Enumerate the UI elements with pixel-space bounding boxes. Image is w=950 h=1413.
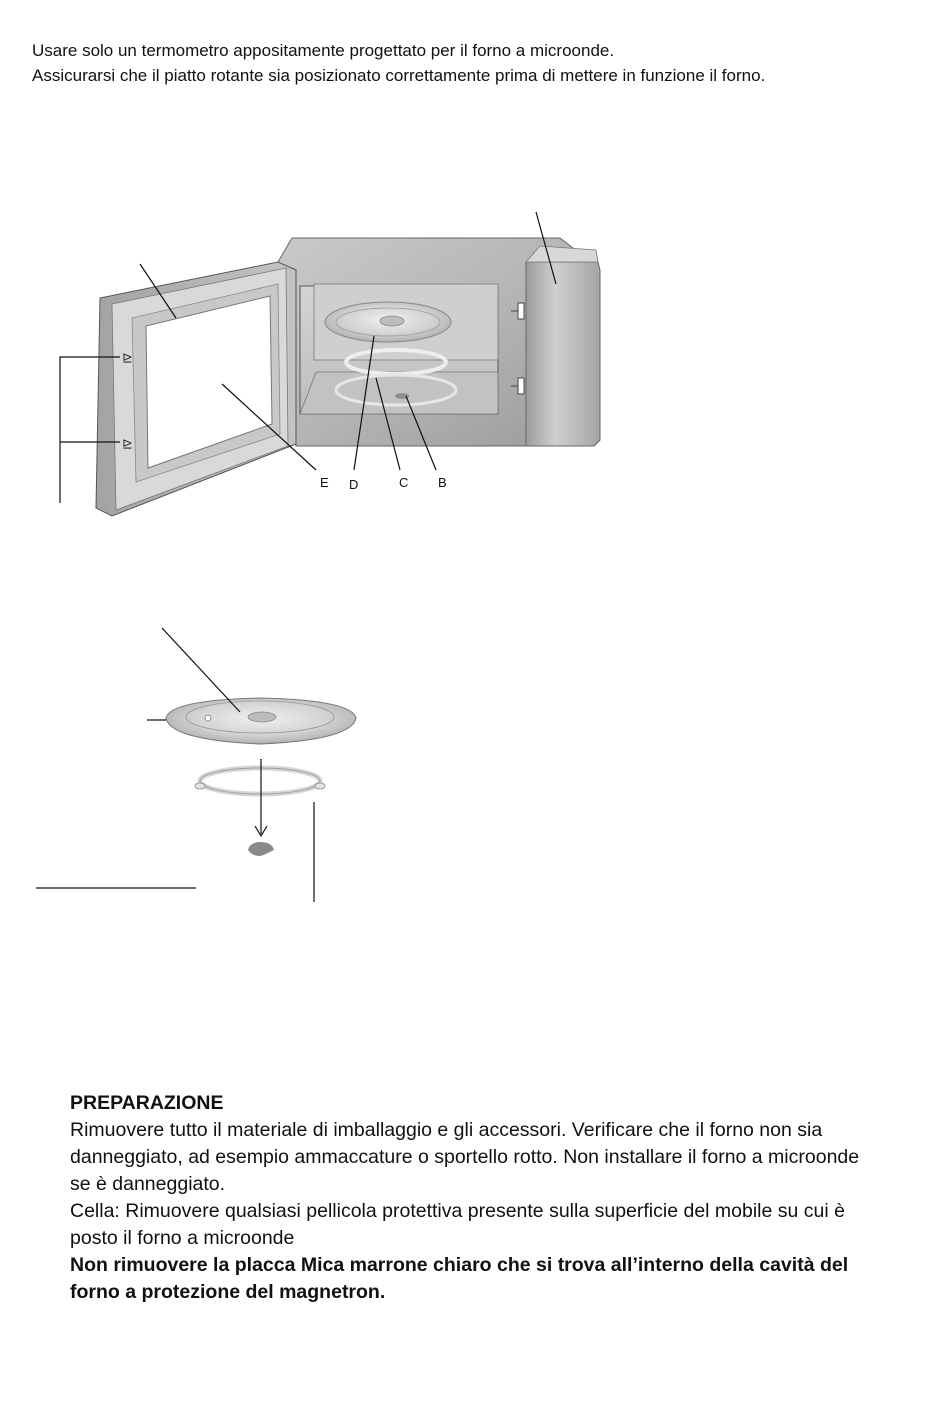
label-b: B [438,475,447,490]
preparation-line: se è danneggiato. [70,1173,226,1195]
preparation-warning: Non rimuovere la placca Mica marrone chiaro che si trova all’interno della cavità del [70,1254,849,1276]
preparation-line: danneggiato, ad esempio ammaccature o sportello rotto. Non installare il forno a microonde [70,1146,860,1168]
turntable-callouts [36,628,314,902]
preparation-line: Cella: Rimuovere qualsiasi pellicola protettiva presente sulla superficie del mobile su cui è [70,1200,845,1222]
preparation-line: posto il forno a microonde [70,1227,295,1249]
preparation-section [70,1090,940,1306]
svg-text:⊵: ⊵ [122,351,133,366]
preparation-title: PREPARAZIONE [70,1092,224,1114]
preparation-warning: forno a protezione del magnetron. [70,1281,386,1303]
svg-text:⊵: ⊵ [122,437,133,452]
intro-line-2: Assicurarsi che il piatto rotante sia posizionato correttamente prima di mettere in funzione il forno. [32,66,766,85]
intro-line-1: Usare solo un termometro appositamente progettato per il forno a microonde. [32,41,615,60]
label-d: D [349,477,359,492]
preparation-line: Rimuovere tutto il materiale di imballaggio e gli accessori. Verificare che il forno non sia [70,1119,823,1141]
label-c: C [399,475,409,490]
label-e: E [320,475,329,490]
oven-door [96,262,296,516]
